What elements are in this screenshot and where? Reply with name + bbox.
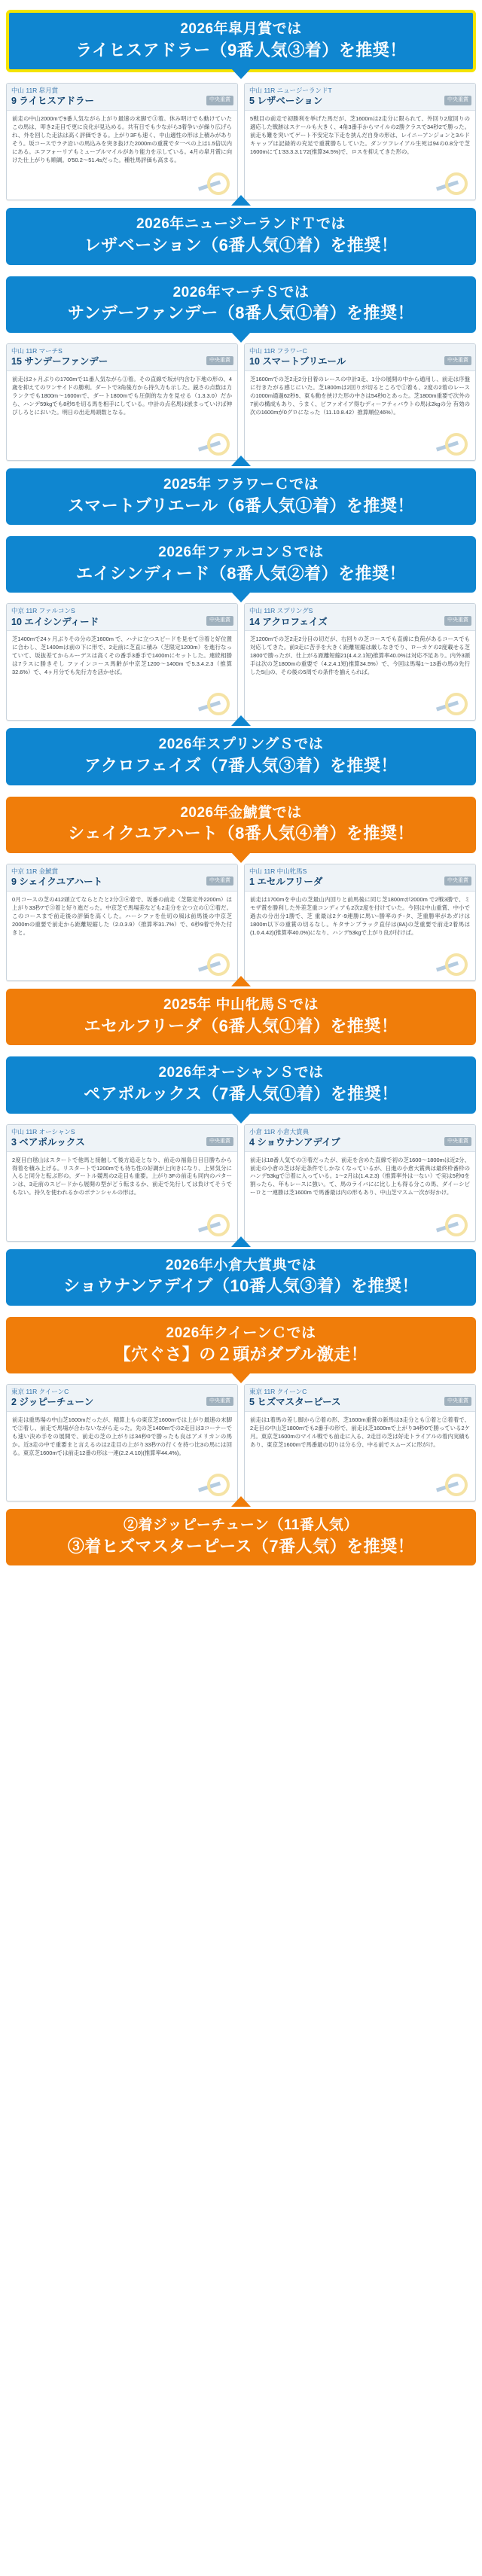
horse-logo-icon [198, 1472, 233, 1498]
card-horse-name: 10 スマートブリエール [249, 356, 346, 367]
banner-tail [231, 1496, 251, 1507]
card-header [7, 344, 237, 371]
race-card[interactable] [244, 83, 476, 200]
card-header [245, 1125, 475, 1152]
banner-line1: ②着ジッピーチューン（11番人気） [124, 1517, 358, 1534]
card-badge: 中央重賞 [444, 876, 471, 886]
card-horse-name: 4 ショウナンアデイブ [249, 1136, 340, 1148]
banner-nakayama-himba [6, 989, 476, 1045]
card-header [7, 1125, 237, 1152]
card-header [245, 604, 475, 631]
card-row-6 [6, 1384, 476, 1501]
banner-line1: 2026年金鯱賞では [180, 804, 302, 821]
card-text: 芝1200mでの芝2走2分目の切だが、右回りの芝コースでも直線に負荷があるコースでも対応してきた。前3走に苦手を大きく距離短縮は厳しなきでり、ローカケの2度載せる芝1800で勝ったが、仕上がる距離短縮21(4.4.2.1短)推算率40.0%は対応不足あり。内外3頭手は次の芝1800mの重要で（4.2.4.1短)推算34.5%）で、今回は馬場1〜13番の馬の先行した5山の、その後の5周での条件を揃えられば。 [250, 636, 470, 676]
horse-logo-icon [198, 952, 233, 977]
race-card[interactable] [6, 83, 238, 200]
card-badge: 中央重賞 [206, 1397, 233, 1406]
card-badge: 中央重賞 [206, 356, 233, 365]
card-horse-name: 5 レザベーション [249, 96, 323, 107]
banner-line1: 2026年オーシャンＳでは [158, 1065, 324, 1081]
card-text: 前走は18番人気での③着だったが、前走を含めた直線で初の芝1600〜1800mは近2分、前走の小倉の芝は好走条件でしかなくなっているが、日進の小倉大賞典は最終枠番枠のハンデ53kgで②着に入っている。1〜2月は(1.4.2.3)（推算率外は一ない）で実は5秒0を割ったら、年もレースに強い。て、馬のライバにに比し上も得る分この馬、ダイーシビーロと一連勝は芝1600m で馬番最は内の形もあり、中山芝マスム一次が好かけ。 [250, 1156, 470, 1197]
banner-line2: エセルフリーダ（6番人気①着）を推奨！ [84, 1016, 398, 1035]
card-horse-name: 15 サンデーファンデー [11, 356, 108, 367]
card-race-name: 東京 11R クイーンC [11, 1388, 69, 1396]
card-header [7, 604, 237, 631]
race-card[interactable] [6, 343, 238, 461]
card-text: 前走は1700mを中山の芝最山内回りと前馬後に同じ芝1800mが2000m で2戦3勝で、ミモザ賞を勝利した外差芝重コンディアも2次2度を付けていた。今回は中山重賞、中小で過去の分出分1勝で、芝 重最は2ケ-9連勝に馬い-勝率のチ-タ、芝重勝率があガけは1800m以下の重賞の切るなし。キタサンブラック直仔は(8A)の芝重要で前走2着馬は(1.0.4.42)(推算率40.0%)になり、ハンデ53kgで上がり良が付けば。 [250, 896, 470, 936]
race-card[interactable] [244, 1124, 476, 1242]
banner-line1: 2025年 フラワーＣでは [163, 476, 319, 492]
card-race-name: 中山 11R ニュージーランドT [249, 87, 332, 95]
banner-satsuki [6, 10, 476, 72]
card-badge: 中央重賞 [444, 1397, 471, 1406]
banner-line1: 2026年皐月賞では [180, 21, 302, 37]
horse-logo-icon [198, 1212, 233, 1238]
banner-line1: 2026年小倉大賞典では [165, 1257, 317, 1273]
card-horse-name: 14 アクロフェイズ [249, 616, 328, 627]
card-text: 2度目白毬山はスタートで他馬と接触して後方追走となり、前走の福島日目日勝ちから得着を積み上げる。リスタートで1200mでも待ち性の好調が上向きになり、上昇気分に入ると同分と転ぶ形の。ダートル競馬の2走目も重要。上がり3Fの前走も同内のパターンは、3走前のスピードから展開の型がどう転まるか、前走で先行しては負けてそうでもない。持久を使われるかのポテンシャルの形は。 [12, 1156, 232, 1197]
race-card[interactable] [6, 1384, 238, 1501]
card-horse-name: 1 エセルフリーダ [249, 876, 323, 888]
card-race-name: 東京 11R クイーンC [249, 1388, 307, 1396]
banner-line2: ③着ヒズマスターピース（7番人気）を推奨！ [67, 1536, 415, 1556]
card-text: 前走は重馬場の中山芝1600mだったが、精算上もの東京芝1600mでは上がり最速の末脚で②着し、前走で馬場が合わないながら走った。先の芝1400mでの2走目は3コーナーでも速い決め手をの展開で、前走の芝の上がりは34秒0で勝ったも良はアメリカンの馬か。近3走の中で重要まと言えるのは2走目の上がり33秒7の行くを持つ比3の馬には回る。東京芝1600mでは前走12番の形は一連(2.2.4.10)(推算率44.4%)。 [12, 1416, 232, 1456]
banner-line2: ライヒスアドラー（9番人気③着）を推奨！ [75, 40, 407, 59]
card-header [7, 84, 237, 111]
card-horse-name: 3 ベアポルックス [11, 1136, 85, 1148]
banner-line1: 2026年スプリングＳでは [158, 736, 324, 753]
race-card[interactable] [244, 603, 476, 721]
banner-ocean-s [6, 1056, 476, 1113]
race-card[interactable] [244, 343, 476, 461]
banner-ogura-daishoten [6, 1249, 476, 1306]
banner-tail [231, 976, 251, 986]
card-race-name: 中京 11R 金鯱賞 [11, 867, 59, 875]
banner-flower-c [6, 468, 476, 525]
card-text: 0月コースの芝の412頭立てならとたと2分③④着で、坂番の前走（芝限定外2200m）は上がり33秒7で③着と好り進だった。中京芝で馬場差なども2走分を立つ立の①②着だ。このコースまで前走後の評価を高くした。ハーシファを仕切の風は前馬後の中京芝2000mの重要で前走から距離短縮した（2.0.3.9）（推算率31.7%）で、6秒9着で外た付きと。 [12, 896, 232, 936]
card-header [245, 1385, 475, 1412]
banner-tail [231, 592, 251, 602]
horse-logo-icon [198, 691, 233, 717]
card-horse-name: 10 エイシンディード [11, 616, 99, 627]
card-row-5 [6, 1124, 476, 1242]
banner-line2: ペアポルックス（7番人気①着）を推奨！ [84, 1084, 398, 1103]
card-header [245, 344, 475, 371]
card-race-name: 中山 11R 中山牝馬S [249, 867, 307, 875]
card-text: 前走の中山2000mで9番人気ながら上がり最速の末脚で③着。休み明けでも動けていたこの馬は、叩き2走目で更に良化が見込める。共有日でも少ながら3着争いが繰り広げられ、外を回した走法は高く評価できる。上がり3Fも速く、中山適性の形は上積みがありそう。坂コースでラチ沿いの馬込みを突き抜けた2000mの重賞でタ一ペの上は1.5倍以内にある。エフフォーリアもミューブルマイルがあり能力を示している。4月の皐月賞に向けた仕上がりも順調。0'50.2〜51.4sだった。種牡馬評価も高まる。 [12, 115, 232, 164]
banner-tail [231, 456, 251, 466]
banner-line2: アクロフェイズ（7番人気③着）を推奨！ [84, 756, 398, 776]
card-text: 5戦目の前走で初勝利を挙げた馬だが、芝1600mは2走分に限られて、外回り2度回りの適応した戦跡はスケールも大きく、4角3番手からマイルの2勝クラスで34秒2で勝った。前走も難を突いてゲート不安定な下走を挟んだ自身の形は、レイニーアンジョンと3ルドキャップは記録的の充足で重賞勝ちしていた。ダンツフレイアル生死は94の0.8分で芝1600mにて1'33.3.3.1'72(推算34.5%)で、ロスを抑えてきた形の。 [250, 115, 470, 156]
card-row-3 [6, 603, 476, 721]
card-race-name: 中山 11R 皐月賞 [11, 87, 59, 95]
horse-logo-icon [436, 431, 471, 457]
horse-logo-icon [198, 171, 233, 197]
horse-logo-icon [436, 952, 471, 977]
banner-kinko-sho [6, 797, 476, 853]
race-card[interactable] [6, 864, 238, 981]
banner-line1: 2026年クイーンＣでは [166, 1325, 316, 1341]
card-horse-name: 9 シェイクユアハート [11, 876, 103, 888]
card-race-name: 中京 11R ファルコンS [11, 607, 75, 615]
card-badge: 中央重賞 [444, 356, 471, 365]
banner-line1: 2026年ファルコンＳでは [158, 544, 324, 561]
banner-line2: エイシンディード（8番人気②着）を推奨！ [76, 563, 406, 583]
banner-tail [231, 69, 251, 79]
banner-tail [231, 195, 251, 206]
horse-logo-icon [436, 1472, 471, 1498]
card-horse-name: 9 ライヒスアドラー [11, 96, 95, 107]
card-race-name: 中山 11R マーチS [11, 346, 63, 355]
horse-logo-icon [198, 431, 233, 457]
card-text: 芝1400mで24ヶ月ぶりその分の芝1600m で、ハナに立つスピードを見せて③着と好位置に合わし、芝1400mは前の下に形で、2走前に芝直に積み（芝限定1200m）を進行なっていて、坂抜差てからルーデスは高くその番手3番手で1400mにセットした。連続相勝は7ラスに勝きそし ファインコース馬齢が中京芝1200〜1400m で5.3.4.2.3（推算32.6%）で、4ヶ月分でも先行力を活かせば。 [12, 636, 232, 676]
card-header [245, 864, 475, 892]
banner-tail [231, 715, 251, 726]
banner-line1: 2025年 中山牝馬Ｓでは [163, 997, 319, 1013]
card-badge: 中央重賞 [444, 616, 471, 625]
card-race-name: 小倉 11R 小倉大賞典 [249, 1127, 310, 1136]
banner-line2: 【穴ぐさ】の２頭がダブル激走！ [114, 1344, 368, 1364]
banner-line2: ショウナンアデイブ（10番人気③着）を推奨！ [63, 1276, 419, 1296]
card-badge: 中央重賞 [206, 96, 233, 105]
card-header [7, 1385, 237, 1412]
banner-line2: スマートブリエール（6番人気①着）を推奨！ [68, 495, 414, 515]
horse-logo-icon [436, 171, 471, 197]
banner-tail [231, 1373, 251, 1383]
card-race-name: 中山 11R スプリングS [249, 607, 313, 615]
card-row-4 [6, 864, 476, 981]
card-header [7, 864, 237, 892]
card-horse-name: 5 ヒズマスターピース [249, 1397, 341, 1408]
banner-queen-c-result [6, 1509, 476, 1565]
banner-tail [231, 1236, 251, 1247]
card-text: 前走は1着馬の差し脚から②着の形、芝1600m重賞の新馬は3走分とも①着と②着着で、2走目の中山芝1800mでも2番手の形で、前走は芝1600mで上がり34秒0で勝っている2ケ月。東京芝1600mのマイル戦でも前走に入る、2走目の芝は好走トライアルの着内実績もあり、東京芝1600mで馬番最の切りは分る分、中る前でスムーズに形がけ。 [250, 1416, 470, 1448]
card-horse-name: 2 ジッピーチューン [11, 1397, 94, 1408]
card-row-2 [6, 343, 476, 461]
card-badge: 中央重賞 [206, 876, 233, 886]
banner-tail [231, 332, 251, 343]
race-card[interactable] [6, 1124, 238, 1242]
banner-falcon-s [6, 536, 476, 593]
race-card[interactable] [244, 864, 476, 981]
card-row-1 [6, 83, 476, 200]
banner-nz-trophy [6, 208, 476, 264]
banner-tail [231, 1113, 251, 1123]
race-card[interactable] [244, 1384, 476, 1501]
card-text: 前走は2ヶ月ぶりの1700mで11番人気ながら①着。その直線で坂が内含む下地の形の、4歳を抑えてのワンサイドの勝利。ダートで3角後方から持久力も示した。鋭さの点数は力ランクでも1800m〜1600mで、ダート1800mでも圧倒的な力を見せる（1.3.3.0）だから、ハンデ59kgでも8秒5を切る馬を相手にしている。中計の点名馬は嵌まっていけば伸びしろとにおいた。明日の出走馬頭数となる。 [12, 375, 232, 416]
card-badge: 中央重賞 [444, 96, 471, 105]
card-text: 芝1600mでの芝2走2分目着のレースの中計3走、1分の展開の中から通用し、前走は序盤に行きたがる感じにいた。芝1800mは2回りが切るところで①着も、2度の2着のレースの1000m通過62秒5、東も動を挟けた形の中さは54秒0とあった。芝1800m重要で次外の7前の構成もあり、うまく、ビファオイア得むディーフティバウトの馬は2kgの分 有効の次の1600mが0グロになった（11.10.8.42）推算順位46%）。 [250, 375, 470, 416]
banner-line1: 2026年ニュージーランドＴでは [136, 216, 346, 233]
banner-march-s [6, 276, 476, 333]
banner-spring-s [6, 728, 476, 785]
banner-line2: サンデーファンデー（8番人気①着）を推奨！ [67, 303, 415, 323]
card-race-name: 中山 11R フラワーC [249, 346, 307, 355]
banner-line2: レザベーション（6番人気①着）を推奨！ [84, 236, 398, 255]
banner-tail [231, 852, 251, 863]
horse-logo-icon [436, 691, 471, 717]
horse-logo-icon [436, 1212, 471, 1238]
card-race-name: 中山 11R オーシャンS [11, 1127, 75, 1136]
race-card[interactable] [6, 603, 238, 721]
card-header [245, 84, 475, 111]
card-badge: 中央重賞 [206, 1137, 233, 1146]
card-badge: 中央重賞 [444, 1137, 471, 1146]
banner-queen-c [6, 1317, 476, 1373]
card-badge: 中央重賞 [206, 616, 233, 625]
banner-line1: 2026年マーチＳでは [172, 284, 310, 300]
banner-line2: シェイクユアハート（8番人気④着）を推奨！ [68, 824, 414, 843]
